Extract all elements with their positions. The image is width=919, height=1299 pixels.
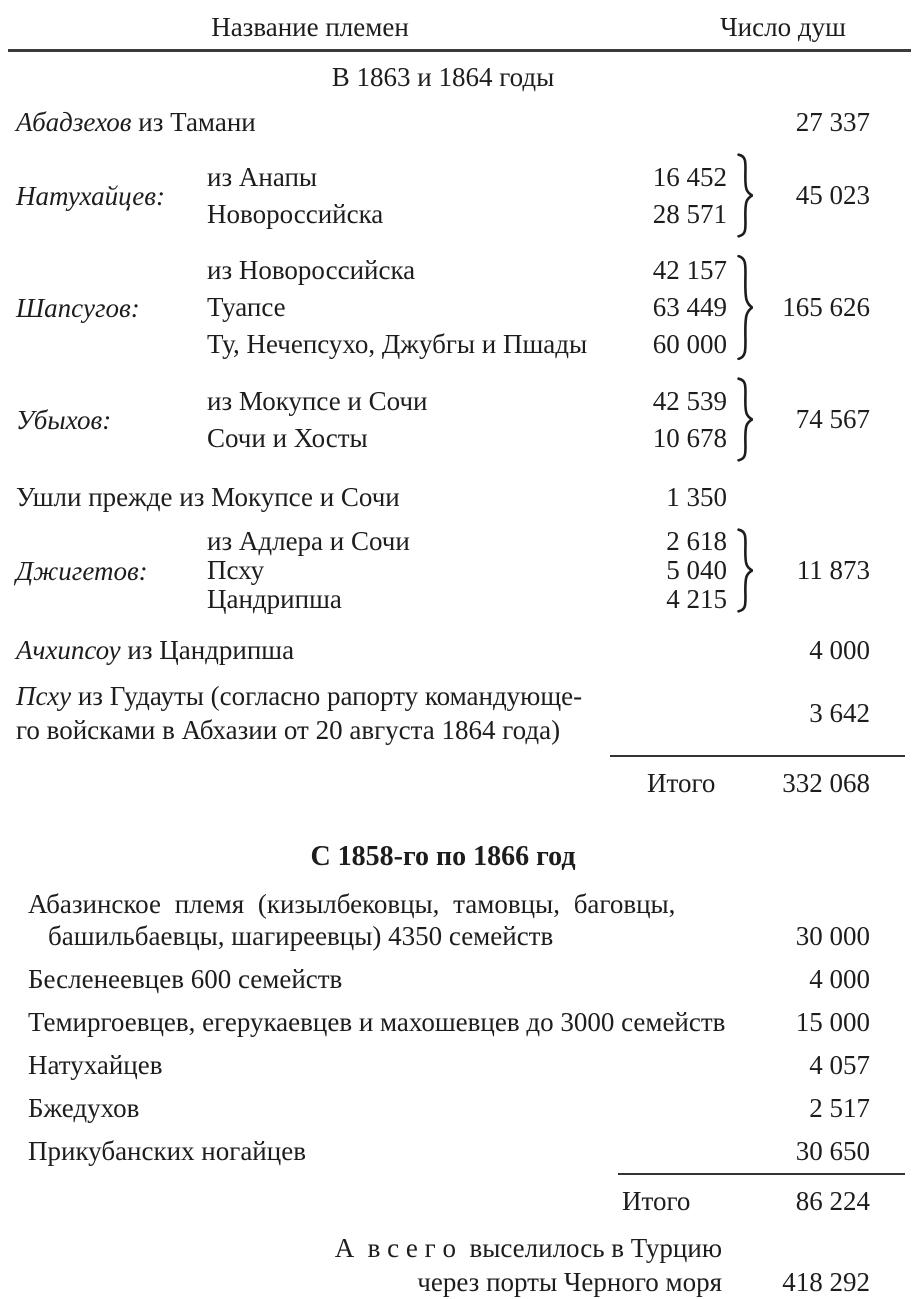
group-tribe-name: Убыхов: bbox=[16, 404, 112, 435]
table-header bbox=[0, 0, 919, 49]
label-line-2: го войсками в Абхазии от 20 августа 1864 года) bbox=[16, 715, 561, 745]
row-text-line-2: башильбаевцы, шагиреевцы) 4350 семейств bbox=[48, 921, 554, 951]
row-text: Бжедухов bbox=[28, 1093, 140, 1123]
group-item bbox=[207, 556, 727, 585]
row-text-line-1: Абазинское племя (кизылбековцы, тамовцы, баговцы, bbox=[28, 889, 676, 919]
tribe-name: Псху bbox=[16, 681, 72, 711]
row-text: Натухайцев bbox=[28, 1050, 163, 1080]
table-row bbox=[16, 480, 727, 514]
group-brace-icon bbox=[727, 375, 761, 464]
group-item bbox=[207, 326, 727, 363]
row-total: 30 650 bbox=[795, 1136, 870, 1166]
totals-value: 86 224 bbox=[795, 1186, 870, 1216]
group-items bbox=[207, 383, 727, 457]
grand-total-value: 418 292 bbox=[782, 1267, 870, 1297]
row-value: 1 350 bbox=[666, 482, 727, 512]
totals-rule bbox=[610, 755, 905, 757]
group-total: 74 567 bbox=[795, 404, 870, 434]
tribe-name: Ачхипсоу bbox=[16, 635, 121, 665]
table-row bbox=[16, 1049, 870, 1081]
row-text: Прикубанских ногайцев bbox=[28, 1136, 306, 1166]
totals-label: Итого bbox=[647, 768, 716, 798]
table-group-row bbox=[16, 526, 870, 615]
group-item bbox=[207, 252, 727, 289]
tribe-label bbox=[16, 679, 750, 747]
tribe-label bbox=[16, 105, 750, 139]
row-total: 4 057 bbox=[809, 1050, 870, 1080]
tribe-origin: из Тамани bbox=[131, 107, 256, 137]
row-total: 27 337 bbox=[795, 107, 870, 137]
section2-title: С 1858-го по 1866 год bbox=[310, 841, 576, 872]
row-text: Ушли прежде из Мокупсе и Сочи bbox=[16, 482, 400, 512]
totals-row bbox=[647, 766, 870, 800]
group-tribe-name: Шапсугов: bbox=[16, 292, 140, 323]
item-value: 42 539 bbox=[652, 385, 727, 416]
group-total: 165 626 bbox=[782, 292, 870, 322]
item-text: из Мокупсе и Сочи bbox=[207, 385, 428, 416]
item-value: 5 040 bbox=[666, 555, 727, 585]
group-total: 45 023 bbox=[795, 180, 870, 210]
table-group-row bbox=[16, 151, 870, 240]
group-brace-icon bbox=[727, 526, 761, 615]
row-total: 2 517 bbox=[809, 1093, 870, 1123]
row-text: Темиргоевцев, егерукаевцев и махошевцев до 3000 семейств bbox=[28, 1007, 726, 1037]
item-text: Новороссийска bbox=[207, 198, 384, 229]
totals-value: 332 068 bbox=[782, 768, 870, 798]
tribe-origin: из Гудауты (согласно рапорту командующе- bbox=[71, 681, 583, 711]
table-group-row bbox=[16, 375, 870, 464]
grand-total-line-1: А в с е г о выселилось в Турцию bbox=[334, 1233, 722, 1263]
item-value: 16 452 bbox=[652, 161, 727, 192]
item-value: 2 618 bbox=[666, 526, 727, 556]
table-row bbox=[16, 1135, 870, 1167]
section1-title: В 1863 и 1864 годы bbox=[331, 62, 555, 92]
tribe-name: Абадзехов bbox=[16, 107, 132, 137]
item-text: из Анапы bbox=[207, 161, 318, 192]
item-text: Сочи и Хосты bbox=[207, 422, 368, 453]
group-item bbox=[207, 383, 727, 420]
group-tribe-name: Натухайцев: bbox=[16, 180, 165, 211]
item-value: 63 449 bbox=[652, 292, 727, 322]
grand-total-text bbox=[16, 1231, 722, 1299]
row-text bbox=[16, 888, 750, 952]
row-text: Бесленеевцев 600 семейств bbox=[28, 964, 343, 994]
table-group-row bbox=[16, 252, 870, 363]
row-total: 15 000 bbox=[795, 1007, 870, 1037]
item-value: 42 157 bbox=[652, 255, 727, 285]
group-brace-icon bbox=[727, 252, 761, 363]
item-text: из Новороссийска bbox=[207, 255, 416, 285]
tribe-origin: из Цандрипша bbox=[120, 635, 295, 665]
grand-total-line-2: через порты Черного моря bbox=[417, 1267, 722, 1297]
item-value: 28 571 bbox=[652, 198, 727, 229]
grand-total-row bbox=[16, 1231, 870, 1299]
header-rule bbox=[8, 49, 911, 52]
item-text: Ту, Нечепсухо, Джубгы и Пшады bbox=[207, 329, 588, 359]
group-items bbox=[207, 159, 727, 233]
group-items bbox=[207, 252, 727, 363]
item-text: Туапсе bbox=[207, 292, 286, 322]
table-row bbox=[16, 105, 870, 139]
item-value: 60 000 bbox=[652, 329, 727, 359]
item-text: из Адлера и Сочи bbox=[207, 526, 410, 556]
group-item bbox=[207, 527, 727, 556]
group-item bbox=[207, 585, 727, 614]
totals-row bbox=[622, 1184, 870, 1218]
totals-label: Итого bbox=[622, 1186, 691, 1216]
group-item bbox=[207, 289, 727, 326]
label-line-1 bbox=[16, 679, 750, 713]
table-body bbox=[0, 62, 919, 1299]
table-row bbox=[16, 1092, 870, 1124]
item-value: 4 215 bbox=[666, 584, 727, 614]
item-text: Псху bbox=[207, 555, 265, 585]
column-header-tribes: Название племен bbox=[211, 12, 409, 42]
group-brace-icon bbox=[727, 151, 761, 240]
row-total: 4 000 bbox=[809, 964, 870, 994]
table-row bbox=[16, 1006, 870, 1038]
group-tribe-name: Джигетов: bbox=[16, 555, 148, 586]
table-row bbox=[16, 679, 870, 747]
group-total: 11 873 bbox=[796, 555, 870, 585]
row-total: 30 000 bbox=[795, 921, 870, 951]
group-item bbox=[207, 420, 727, 457]
table-row bbox=[16, 633, 870, 667]
group-items bbox=[207, 527, 727, 614]
column-header-souls: Число душ bbox=[720, 12, 846, 42]
tribe-label bbox=[16, 633, 750, 667]
group-item bbox=[207, 159, 727, 196]
table-row bbox=[16, 888, 870, 952]
item-value: 10 678 bbox=[652, 422, 727, 453]
table-row bbox=[16, 963, 870, 995]
row-total: 4 000 bbox=[809, 635, 870, 665]
totals-rule bbox=[618, 1173, 905, 1175]
item-text: Цандрипша bbox=[207, 584, 342, 614]
group-item bbox=[207, 196, 727, 233]
row-total: 3 642 bbox=[809, 697, 870, 728]
